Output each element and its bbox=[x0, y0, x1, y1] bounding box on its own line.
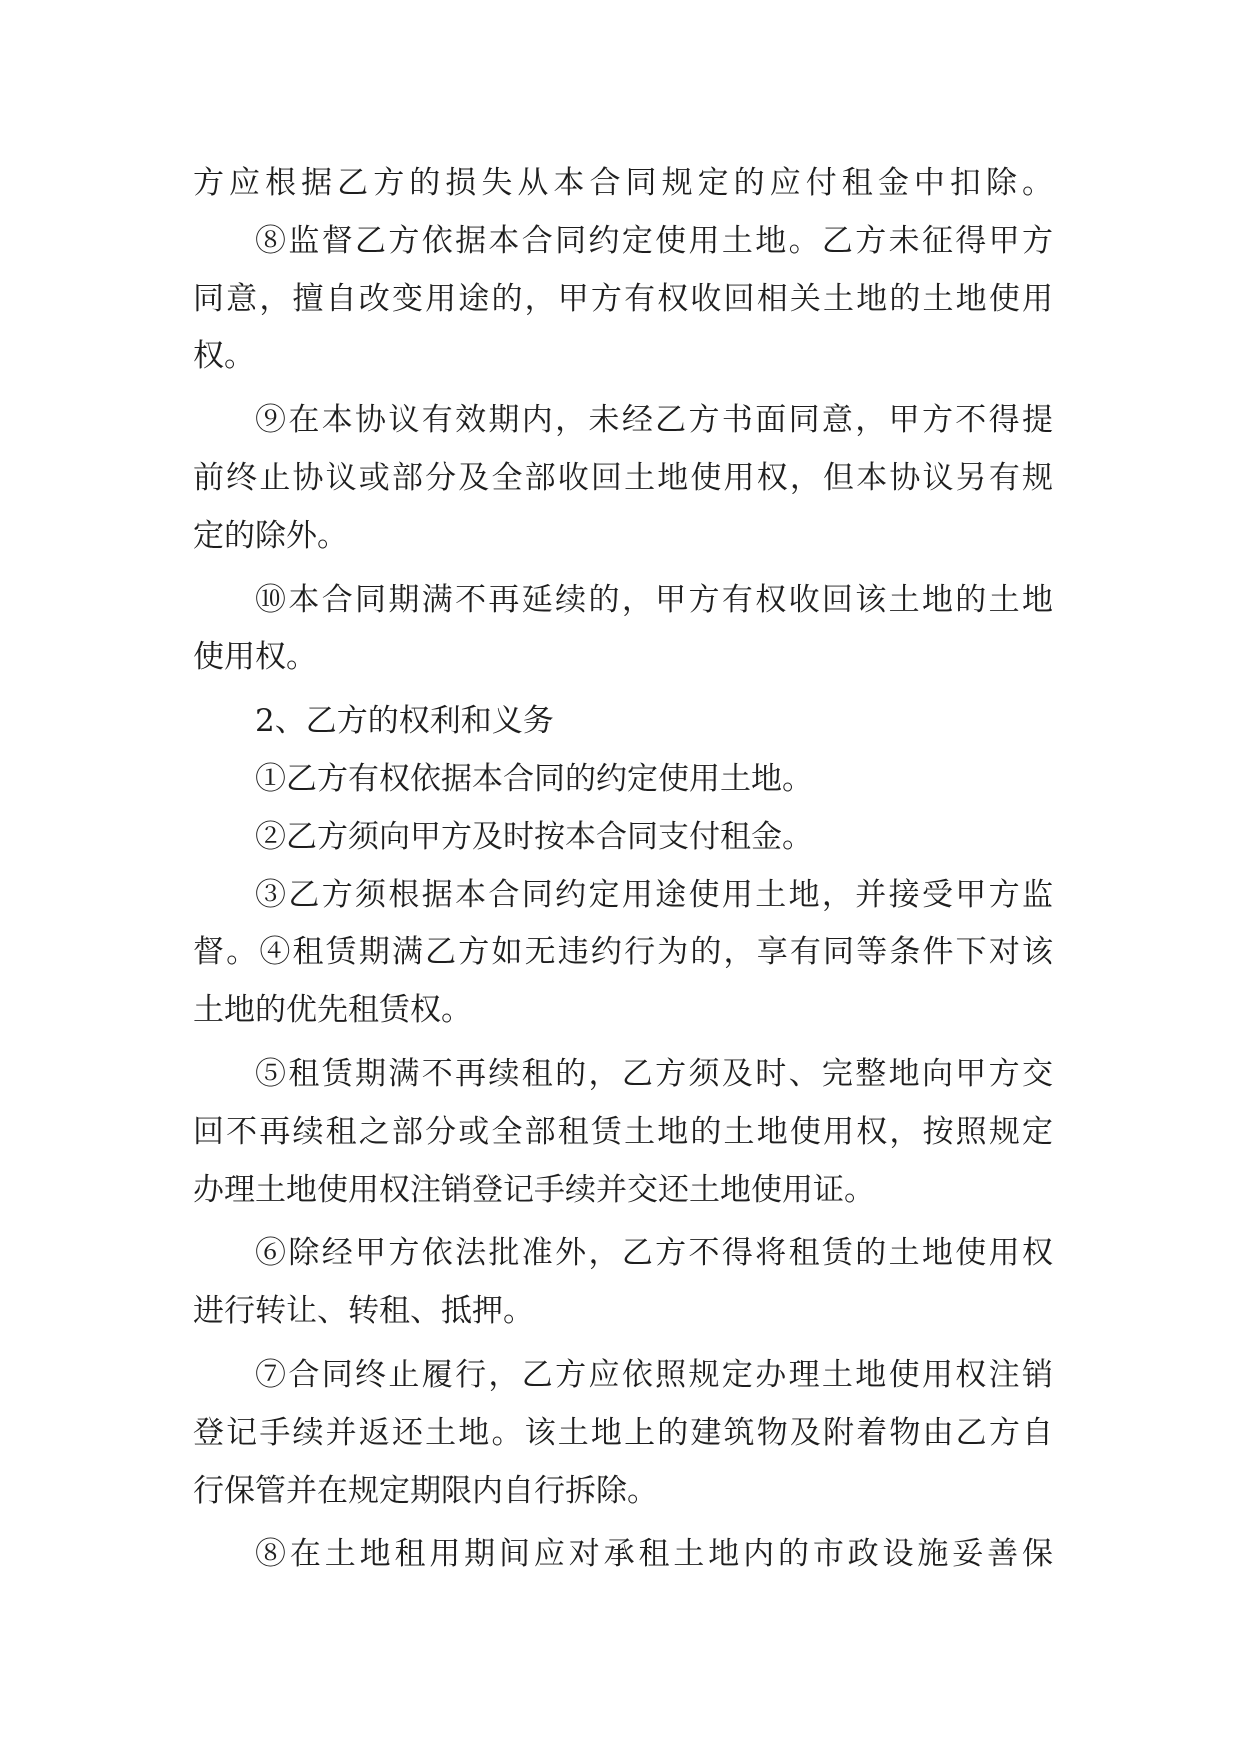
text-line: ②乙方须向甲方及时按本合同支付租金。 bbox=[255, 818, 813, 855]
text-line: ⑥除经甲方依法批准外，乙方不得将租赁的土地使用权 bbox=[255, 1235, 1053, 1272]
text-line: 办理土地使用权注销登记手续并交还土地使用证。 bbox=[193, 1171, 875, 1208]
document-body bbox=[193, 155, 1053, 1584]
text-line: 2、乙方的权利和义务 bbox=[255, 703, 554, 740]
text-line: ⑦合同终止履行，乙方应依照规定办理土地使用权注销 bbox=[255, 1356, 1053, 1393]
text-line: ①乙方有权依据本合同的约定使用土地。 bbox=[255, 760, 813, 797]
text-line: 前终止协议或部分及全部收回土地使用权，但本协议另有规 bbox=[193, 459, 1053, 496]
text-line: 进行转让、转租、抵押。 bbox=[193, 1293, 534, 1330]
text-line: 土地的优先租赁权。 bbox=[193, 992, 472, 1029]
text-line: ⑤租赁期满不再续租的，乙方须及时、完整地向甲方交 bbox=[255, 1055, 1053, 1092]
text-line: 方应根据乙方的损失从本合同规定的应付租金中扣除。 bbox=[193, 165, 1053, 201]
text-line: 使用权。 bbox=[193, 639, 317, 676]
text-line: 登记手续并返还土地。该土地上的建筑物及附着物由乙方自 bbox=[193, 1414, 1053, 1451]
text-line: 同意，擅自改变用途的，甲方有权收回相关土地的土地使用 bbox=[193, 280, 1053, 317]
text-line: 权。 bbox=[193, 338, 255, 375]
text-line: 行保管并在规定期限内自行拆除。 bbox=[193, 1472, 658, 1509]
text-line: 督。④租赁期满乙方如无违约行为的，享有同等条件下对该 bbox=[193, 934, 1053, 971]
text-line: ⑧在土地租用期间应对承租土地内的市政设施妥善保 bbox=[255, 1536, 1053, 1573]
text-line: 回不再续租之部分或全部租赁土地的土地使用权，按照规定 bbox=[193, 1113, 1053, 1150]
text-line: 定的除外。 bbox=[193, 517, 348, 554]
text-line: ⑨在本协议有效期内，未经乙方书面同意，甲方不得提 bbox=[255, 402, 1053, 439]
text-line: ⑧监督乙方依据本合同约定使用土地。乙方未征得甲方 bbox=[255, 222, 1053, 259]
text-line: ③乙方须根据本合同约定用途使用土地，并接受甲方监 bbox=[255, 876, 1053, 913]
text-line: ⑩本合同期满不再延续的，甲方有权收回该土地的土地 bbox=[255, 581, 1053, 618]
